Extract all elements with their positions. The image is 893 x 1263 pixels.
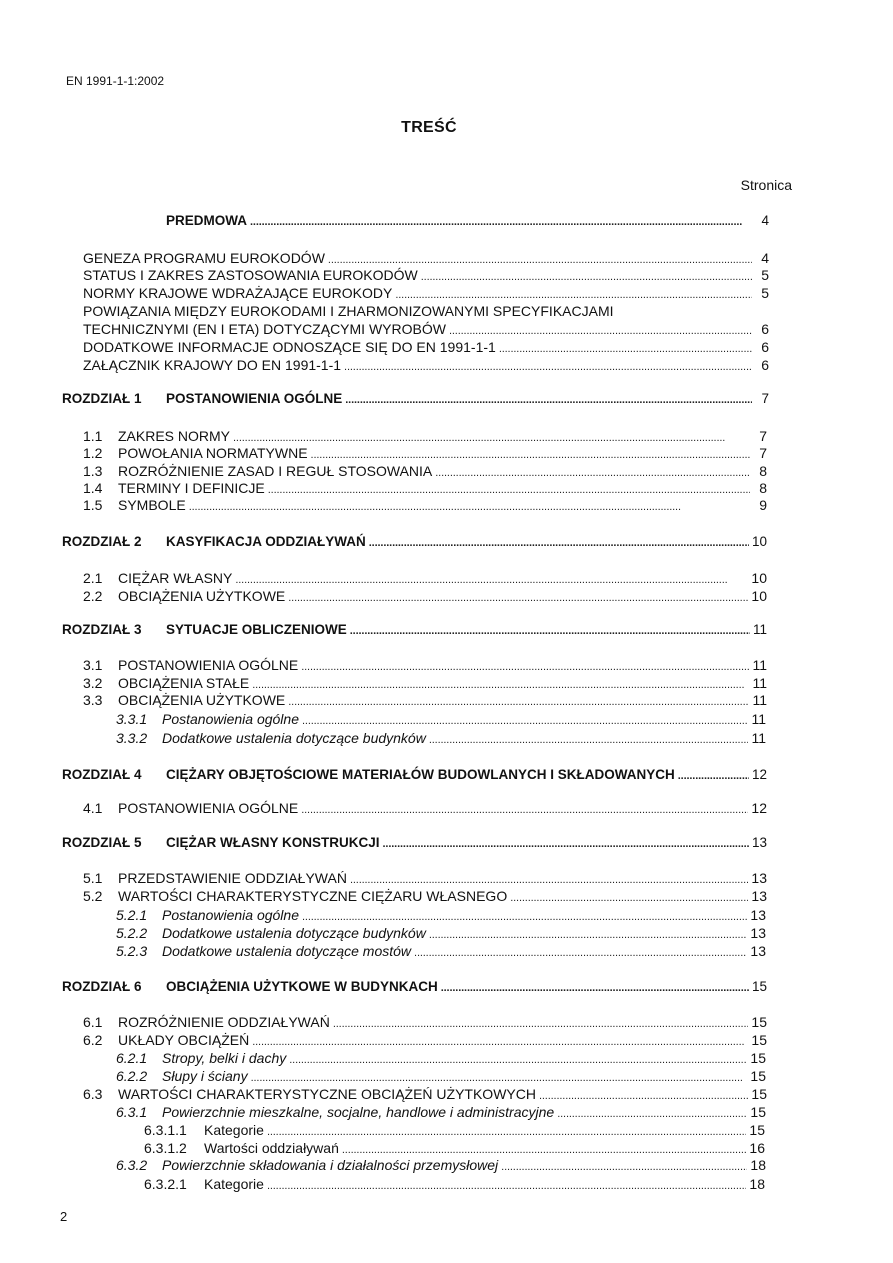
- toc-entry-text: Powierzchnie składowania i działalności przemysłowej: [162, 1157, 499, 1173]
- toc-entry-text: Powierzchnie mieszkalne, socjalne, handlowe i administracyjne: [162, 1104, 555, 1120]
- toc-dot-leader: [267, 1122, 746, 1141]
- toc-entry-page: 15: [751, 1014, 767, 1030]
- toc-dot-leader: [288, 588, 748, 607]
- toc-entry-text: UKŁADY OBCIĄŻEŃ: [118, 1032, 250, 1048]
- toc-row[interactable]: [83, 497, 767, 516]
- toc-entry-page: 7: [759, 428, 767, 444]
- toc-entry-text: SYTUACJE OBLICZENIOWE: [166, 622, 347, 637]
- toc-row[interactable]: [83, 570, 767, 589]
- toc-entry-number: ROZDZIAŁ 4: [62, 767, 142, 782]
- toc-entry-number: 6.3.2: [116, 1157, 148, 1173]
- toc-entry-page: 11: [752, 675, 767, 691]
- toc-entry-text: Postanowienia ogólne: [162, 711, 299, 727]
- toc-dot-leader: [301, 657, 749, 676]
- toc-dot-leader: [345, 390, 752, 409]
- toc-entry-page: 8: [759, 480, 767, 496]
- toc-entry-number: 1.1: [83, 428, 103, 444]
- page-number: 2: [60, 1209, 68, 1224]
- toc-entry-text: Dodatkowe ustalenia dotyczące mostów: [162, 943, 412, 959]
- toc-row[interactable]: [83, 339, 769, 358]
- toc-entry-number: ROZDZIAŁ 5: [62, 835, 142, 850]
- toc-row[interactable]: [83, 285, 769, 304]
- toc-row[interactable]: [116, 907, 766, 926]
- toc-chapter-row[interactable]: [62, 834, 767, 853]
- toc-dot-leader: [441, 978, 749, 997]
- toc-entry-number: 3.3: [83, 692, 103, 708]
- toc-entry-text: POWOŁANIA NORMATYWNE: [118, 445, 308, 461]
- toc-dot-leader: [510, 888, 748, 907]
- toc-entry-page: 10: [751, 570, 767, 586]
- toc-dot-leader: [302, 907, 747, 926]
- toc-row[interactable]: [116, 1157, 766, 1176]
- toc-entry-text: Słupy i ściany: [162, 1068, 248, 1084]
- toc-chapter-row[interactable]: [62, 390, 769, 409]
- toc-entry-text: KASYFIKACJA ODDZIAŁYWAŃ: [166, 534, 366, 549]
- toc-entry-number: 6.2: [83, 1032, 103, 1048]
- toc-dot-leader: [383, 834, 749, 853]
- toc-dot-leader: [449, 321, 752, 340]
- toc-entry-text: SYMBOLE: [118, 497, 186, 513]
- toc-entry-page: 11: [751, 711, 766, 727]
- toc-dot-leader: [311, 445, 750, 464]
- toc-row[interactable]: [83, 267, 769, 286]
- toc-dot-leader: [289, 1050, 747, 1069]
- toc-entry-text: Stropy, belki i dachy: [162, 1050, 287, 1066]
- toc-entry-page: 6: [761, 339, 769, 355]
- toc-entry-page: 7: [761, 391, 769, 406]
- toc-entry-page: 15: [751, 979, 767, 994]
- toc-row[interactable]: [116, 711, 766, 730]
- toc-entry-page: 10: [751, 588, 767, 604]
- toc-entry-page: 6: [761, 321, 769, 337]
- toc-row[interactable]: [83, 321, 769, 340]
- toc-entry-number: 6.3.1.2: [144, 1140, 187, 1156]
- toc-entry-page: 15: [751, 1032, 767, 1048]
- toc-entry-text: TERMINY I DEFINICJE: [118, 480, 265, 496]
- toc-row[interactable]: [83, 445, 767, 464]
- toc-row[interactable]: [83, 1086, 767, 1105]
- toc-entry-page: 10: [751, 534, 767, 549]
- toc-dot-leader: [678, 766, 749, 785]
- toc-entry-number: ROZDZIAŁ 3: [62, 622, 142, 637]
- toc-dot-leader: [288, 692, 749, 711]
- toc-row[interactable]: [83, 888, 767, 907]
- page-title: TREŚĆ: [401, 119, 457, 136]
- toc-entry-page: 13: [750, 925, 766, 941]
- toc-chapter-row[interactable]: [62, 978, 767, 997]
- toc-dot-leader: [250, 212, 752, 231]
- toc-entry-number: 6.1: [83, 1014, 103, 1030]
- toc-entry-text: POSTANOWIENIA OGÓLNE: [118, 800, 299, 816]
- toc-entry-text: Kategorie: [204, 1176, 264, 1192]
- page-column-label: Stronica: [740, 177, 792, 193]
- toc-dot-leader: [429, 925, 748, 944]
- toc-entry-number: 3.3.1: [116, 711, 148, 727]
- toc-chapter-row[interactable]: [62, 533, 767, 552]
- toc-entry-number: 5.2: [83, 888, 103, 904]
- toc-entry-number: 6.2.1: [116, 1050, 148, 1066]
- toc-entry-text: CIĘŻARY OBJĘTOŚCIOWE MATERIAŁÓW BUDOWLANYCH I SKŁADOWANYCH: [166, 767, 675, 782]
- toc-entry-page: 15: [749, 1122, 765, 1138]
- toc-row[interactable]: [116, 1104, 766, 1123]
- toc-entry-page: 13: [750, 907, 766, 923]
- toc-row[interactable]: [144, 1122, 765, 1141]
- toc-entry-number: 6.2.2: [116, 1068, 148, 1084]
- toc-entry-number: 5.2.2: [116, 925, 148, 941]
- toc-chapter-row[interactable]: [62, 212, 769, 231]
- toc-entry-number: 2.1: [83, 570, 103, 586]
- toc-entry-page: 13: [751, 835, 767, 850]
- toc-entry-page: 12: [751, 767, 767, 782]
- toc-entry-text: ROZRÓŻNIENIE ZASAD I REGUŁ STOSOWANIA: [118, 463, 433, 479]
- toc-entry-page: 11: [751, 730, 766, 746]
- toc-entry-number: 5.2.1: [116, 907, 148, 923]
- toc-row[interactable]: [83, 800, 767, 819]
- toc-entry-page: 15: [750, 1068, 766, 1084]
- toc-dot-leader: [189, 497, 750, 516]
- toc-entry-page: 5: [761, 285, 769, 301]
- toc-entry-page: 4: [761, 213, 769, 228]
- toc-entry-text: ZAKRES NORMY: [118, 428, 231, 444]
- toc-entry-text: Dodatkowe ustalenia dotyczące budynków: [162, 730, 426, 746]
- toc-dot-leader: [344, 357, 752, 376]
- toc-dot-leader: [252, 1032, 748, 1051]
- toc-entry-page: 13: [751, 870, 767, 886]
- toc-entry-text: Postanowienia ogólne: [162, 907, 299, 923]
- toc-entry-number: 6.3.2.1: [144, 1176, 187, 1192]
- toc-entry-number: 1.2: [83, 445, 103, 461]
- toc-entry-text: WARTOŚCI CHARAKTERYSTYCZNE CIĘŻARU WŁASNEGO: [118, 888, 508, 904]
- toc-dot-leader: [539, 1086, 748, 1105]
- toc-entry-text: Wartości oddziaływań: [204, 1140, 339, 1156]
- toc-entry-page: 12: [751, 800, 767, 816]
- toc-row[interactable]: [83, 357, 769, 376]
- toc-entry-text: Dodatkowe ustalenia dotyczące budynków: [162, 925, 426, 941]
- toc-entry-text: PRZEDSTAWIENIE ODDZIAŁYWAŃ: [118, 870, 347, 886]
- toc-entry-text: Kategorie: [204, 1122, 264, 1138]
- toc-entry-text: TECHNICZNYMI (EN I ETA) DOTYCZĄCYMI WYROBÓW: [83, 321, 446, 337]
- toc-dot-leader: [557, 1104, 747, 1123]
- toc-entry-text: POSTANOWIENIA OGÓLNE: [166, 391, 343, 406]
- toc-row[interactable]: [83, 1014, 767, 1033]
- toc-entry-page: 18: [749, 1176, 765, 1192]
- toc-row[interactable]: [116, 925, 766, 944]
- document-id: EN 1991-1-1:2002: [66, 74, 165, 88]
- toc-chapter-row[interactable]: [62, 621, 767, 640]
- toc-dot-leader: [499, 339, 752, 358]
- toc-entry-number: 3.3.2: [116, 730, 148, 746]
- toc-entry-text: ZAŁĄCZNIK KRAJOWY DO EN 1991-1-1: [83, 357, 342, 373]
- toc-row[interactable]: [83, 588, 767, 607]
- toc-dot-leader: [350, 870, 748, 889]
- toc-entry-page: 13: [750, 943, 766, 959]
- toc-entry-text: ROZRÓŻNIENIE ODDZIAŁYWAŃ: [118, 1014, 330, 1030]
- toc-entry-number: 5.2.3: [116, 943, 148, 959]
- toc-entry-number: 3.2: [83, 675, 103, 691]
- toc-dot-leader: [369, 533, 749, 552]
- toc-dot-leader: [350, 621, 750, 640]
- toc-entry-text: PREDMOWA: [166, 213, 247, 228]
- toc-entry-number: ROZDZIAŁ 2: [62, 534, 142, 549]
- toc-row[interactable]: [116, 943, 766, 962]
- toc-entry-page: 15: [750, 1104, 766, 1120]
- toc-dot-leader: [333, 1014, 749, 1033]
- toc-entry-page: 11: [752, 622, 767, 637]
- toc-row[interactable]: [144, 1176, 765, 1195]
- toc-entry-text: POSTANOWIENIA OGÓLNE: [118, 657, 299, 673]
- toc-row[interactable]: [116, 730, 766, 749]
- toc-entry-number: 4.1: [83, 800, 103, 816]
- toc-entry-text: OBCIĄŻENIA UŻYTKOWE: [118, 692, 286, 708]
- toc-entry-text: POWIĄZANIA MIĘDZY EUROKODAMI I ZHARMONIZOWANYMI SPECYFIKACJAMI: [83, 303, 614, 319]
- toc-entry-page: 6: [761, 357, 769, 373]
- toc-entry-page: 7: [759, 445, 767, 461]
- toc-entry-number: 6.3.1: [116, 1104, 148, 1120]
- toc-chapter-row[interactable]: [62, 766, 767, 785]
- toc-entry-number: 6.3.1.1: [144, 1122, 187, 1138]
- toc-entry-text: OBCIĄŻENIA UŻYTKOWE W BUDYNKACH: [166, 979, 438, 994]
- toc-entry-page: 11: [752, 657, 767, 673]
- toc-dot-leader: [414, 943, 747, 962]
- toc-dot-leader: [429, 730, 749, 749]
- toc-entry-page: 18: [750, 1157, 766, 1173]
- toc-dot-leader: [267, 1176, 746, 1195]
- toc-entry-number: 2.2: [83, 588, 103, 604]
- toc-row[interactable]: [116, 1050, 766, 1069]
- toc-entry-number: 3.1: [83, 657, 103, 673]
- toc-entry-page: 4: [761, 250, 769, 266]
- toc-entry-text: CIĘŻAR WŁASNY: [118, 570, 233, 586]
- toc-entry-text: NORMY KRAJOWE WDRAŻAJĄCE EUROKODY: [83, 285, 393, 301]
- toc-entry-text: GENEZA PROGRAMU EUROKODÓW: [83, 250, 325, 266]
- toc-entry-text: STATUS I ZAKRES ZASTOSOWANIA EUROKODÓW: [83, 267, 418, 283]
- toc-entry-number: 1.3: [83, 463, 103, 479]
- toc-entry-page: 15: [751, 1086, 767, 1102]
- toc-dot-leader: [395, 285, 752, 304]
- toc-entry-number: 6.3: [83, 1086, 103, 1102]
- toc-row[interactable]: [83, 1032, 767, 1051]
- toc-row[interactable]: [83, 692, 767, 711]
- toc-entry-text: OBCIĄŻENIA STAŁE: [118, 675, 250, 691]
- toc-dot-leader: [302, 711, 748, 730]
- toc-entry-number: 1.4: [83, 480, 103, 496]
- toc-entry-page: 16: [749, 1140, 765, 1156]
- toc-row[interactable]: [116, 1068, 766, 1087]
- toc-entry-page: 15: [750, 1050, 766, 1066]
- toc-entry-page: 8: [759, 463, 767, 479]
- toc-dot-leader: [251, 1068, 748, 1087]
- toc-dot-leader: [501, 1157, 747, 1176]
- toc-entry-number: ROZDZIAŁ 1: [62, 391, 142, 406]
- toc-dot-leader: [421, 267, 752, 286]
- toc-dot-leader: [235, 570, 748, 589]
- toc-entry-number: 1.5: [83, 497, 103, 513]
- toc-entry-text: CIĘŻAR WŁASNY KONSTRUKCJI: [166, 835, 380, 850]
- toc-entry-text: WARTOŚCI CHARAKTERYSTYCZNE OBCIĄŻEŃ UŻYTKOWYCH: [118, 1086, 536, 1102]
- toc-dot-leader: [301, 800, 748, 819]
- toc-entry-page: 9: [759, 497, 767, 513]
- toc-entry-text: OBCIĄŻENIA UŻYTKOWE: [118, 588, 286, 604]
- toc-row[interactable]: [83, 870, 767, 889]
- toc-entry-text: DODATKOWE INFORMACJE ODNOSZĄCE SIĘ DO EN 1991-1-1: [83, 339, 496, 355]
- toc-entry-page: 11: [752, 692, 767, 708]
- toc-entry-page: 13: [751, 888, 767, 904]
- toc-entry-number: 5.1: [83, 870, 103, 886]
- toc-row[interactable]: [83, 657, 767, 676]
- toc-entry-page: 5: [761, 267, 769, 283]
- toc-entry-number: ROZDZIAŁ 6: [62, 979, 142, 994]
